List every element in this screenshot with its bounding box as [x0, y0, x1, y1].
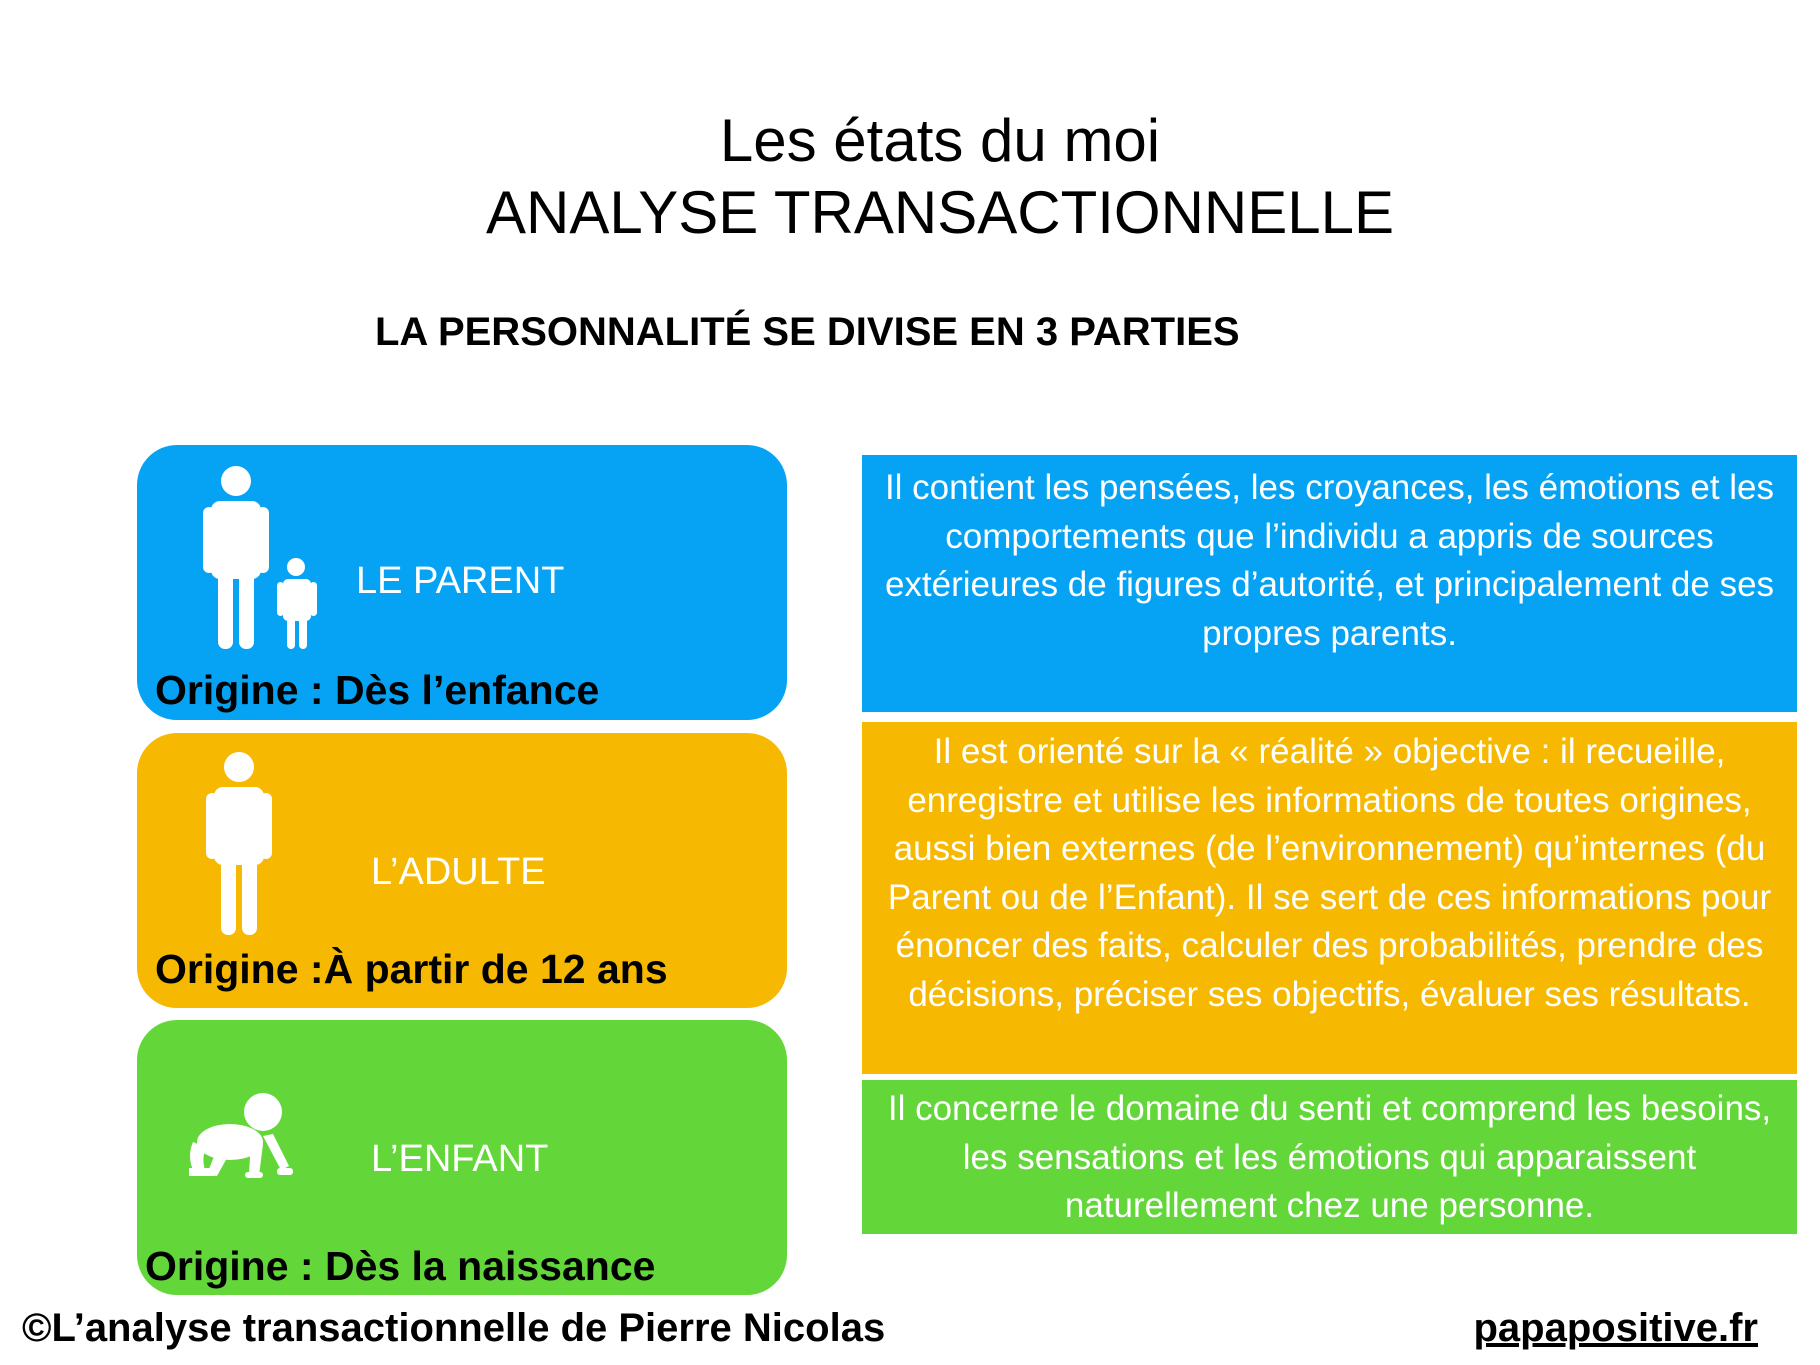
adulte-label: L’ADULTE: [371, 851, 546, 893]
parent-with-child-icon: [203, 465, 323, 650]
enfant-origin: Origine : Dès la naissance: [145, 1243, 656, 1289]
subtitle: LA PERSONNALITÉ SE DIVISE EN 3 PARTIES: [375, 310, 1240, 354]
enfant-label: L’ENFANT: [371, 1138, 549, 1180]
title-line-1: Les états du moi: [719, 107, 1161, 174]
crawling-baby-icon: [185, 1090, 295, 1180]
enfant-description: Il concerne le domaine du senti et comprend les besoins, les sensations et les émotions qui apparaissent naturellement chez une personne.: [862, 1080, 1797, 1234]
card-parent: [137, 445, 787, 720]
adulte-description: Il est orienté sur la « réalité » objective : il recueille, enregistre et utilise les informations de toutes origines, aussi bien externes (de l’environnement) qu’internes (du Parent ou de l’Enfant). Il se sert de ces informations pour énoncer des faits, calculer des probabilités, prendre des décisions, préciser ses objectifs, évaluer ses résultats.: [862, 722, 1797, 1074]
parent-description: Il contient les pensées, les croyances, les émotions et les comportements que l’individu a appris de sources extérieures de figures d’autorité, et principalement de ses propres parents.: [862, 455, 1797, 712]
card-enfant: [137, 1020, 787, 1295]
copyright-text: ©L’analyse transactionnelle de Pierre Nicolas: [22, 1306, 886, 1350]
title-line-2: ANALYSE TRANSACTIONNELLE: [485, 179, 1395, 246]
adult-person-icon: [206, 751, 278, 936]
page-title: [0, 105, 1820, 249]
website-link[interactable]: papapositive.fr: [1473, 1306, 1758, 1350]
parent-origin: Origine : Dès l’enfance: [155, 667, 600, 713]
adulte-origin: Origine :À partir de 12 ans: [155, 946, 668, 992]
parent-label: LE PARENT: [356, 560, 565, 602]
card-adulte: [137, 733, 787, 1008]
